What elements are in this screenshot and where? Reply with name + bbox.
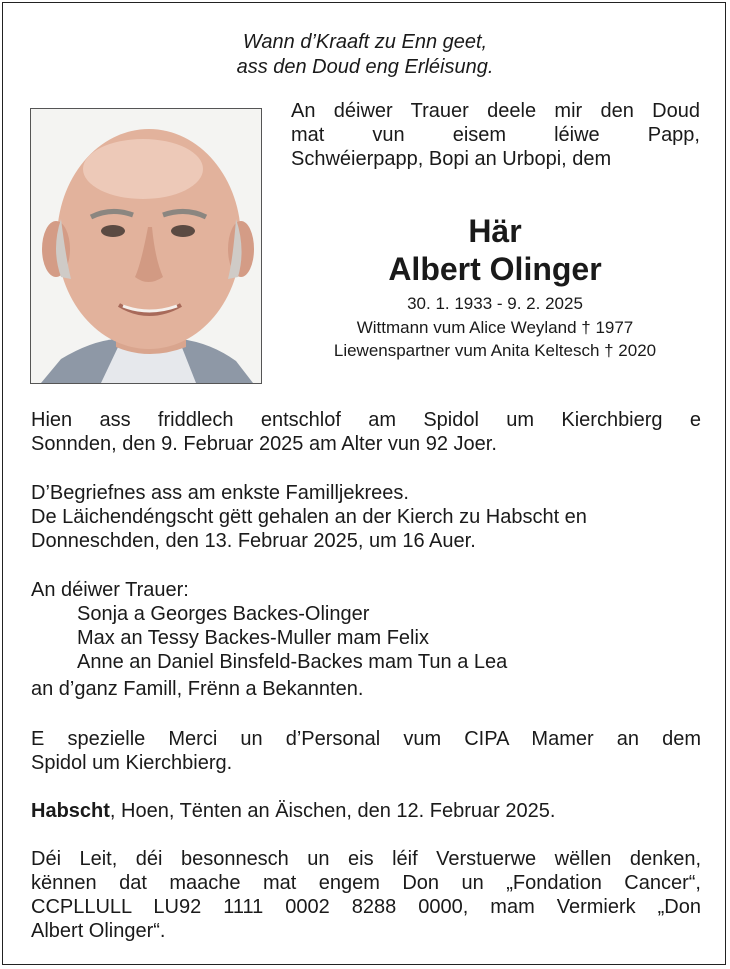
donation-line-2: kënnen dat maache mat engem Don un „Fondation Cancer“, xyxy=(31,872,701,894)
verse-line-2: ass den Doud eng Erléisung. xyxy=(236,56,494,78)
place-name: Habscht xyxy=(31,800,110,822)
thanks-line-1: E spezielle Merci un d’Personal vum CIPA Mamer an dem xyxy=(31,728,701,750)
funeral-line-1: D’Begriefnes ass am enkste Familljekrees. xyxy=(31,482,409,504)
mourners xyxy=(31,578,701,701)
funeral-line-2: De Läichendéngscht gëtt gehalen an der Kierch zu Habscht en xyxy=(31,506,587,528)
intro-line-1: An déiwer Trauer deele mir den Doud xyxy=(291,100,700,122)
deceased-name: Albert Olinger xyxy=(388,251,602,287)
place-date-rest: , Hoen, Tënten an Äischen, den 12. Februar 2025. xyxy=(109,800,556,822)
intro-line-2: mat vun eisem léiwe Papp, xyxy=(291,124,700,146)
death-notice xyxy=(31,408,701,456)
donation-line-4: Albert Olinger“. xyxy=(31,920,166,942)
memorial-verse xyxy=(0,30,730,80)
mourner-name: Anne an Daniel Binsfeld-Backes mam Tun a Lea xyxy=(77,651,508,673)
thanks-line-2: Spidol um Kierchbierg. xyxy=(31,752,233,774)
intro-line-3: Schwéierpapp, Bopi an Urbopi, dem xyxy=(291,148,612,170)
mourners-heading: An déiwer Trauer: xyxy=(31,579,189,601)
donation-line-3: CCPLLULL LU92 1111 0002 8288 0000, mam Vermierk „Don xyxy=(31,896,701,918)
death-notice-line-2: Sonnden, den 9. Februar 2025 am Alter vun 92 Joer. xyxy=(31,433,497,455)
mourner-name: Max an Tessy Backes-Muller mam Felix xyxy=(77,627,429,649)
mourners-closing: an d’ganz Famill, Frënn a Bekannten. xyxy=(31,678,364,700)
relation-widower: Wittmann vum Alice Weyland † 1977 xyxy=(356,318,634,337)
intro-text xyxy=(291,99,700,171)
thanks xyxy=(31,727,701,775)
portrait-photo xyxy=(30,108,262,384)
life-dates: 30. 1. 1933 - 9. 2. 2025 xyxy=(407,294,583,313)
deceased-honorific: Här xyxy=(468,213,522,249)
verse-line-1: Wann d’Kraaft zu Enn geet, xyxy=(242,31,488,53)
deceased-block xyxy=(290,212,700,362)
donation-line-1: Déi Leit, déi besonnesch un eis léif Verstuerwe wëllen denken, xyxy=(31,848,701,870)
relation-partner: Liewenspartner vum Anita Keltesch † 2020 xyxy=(333,341,657,360)
death-notice-line-1: Hien ass friddlech entschlof am Spidol um Kierchbierg e xyxy=(31,409,701,431)
funeral-line-3: Donneschden, den 13. Februar 2025, um 16 Auer. xyxy=(31,530,476,552)
donation-info xyxy=(31,847,701,943)
mourner-name: Sonja a Georges Backes-Olinger xyxy=(77,603,370,625)
funeral-info xyxy=(31,481,701,553)
place-date xyxy=(31,799,701,823)
